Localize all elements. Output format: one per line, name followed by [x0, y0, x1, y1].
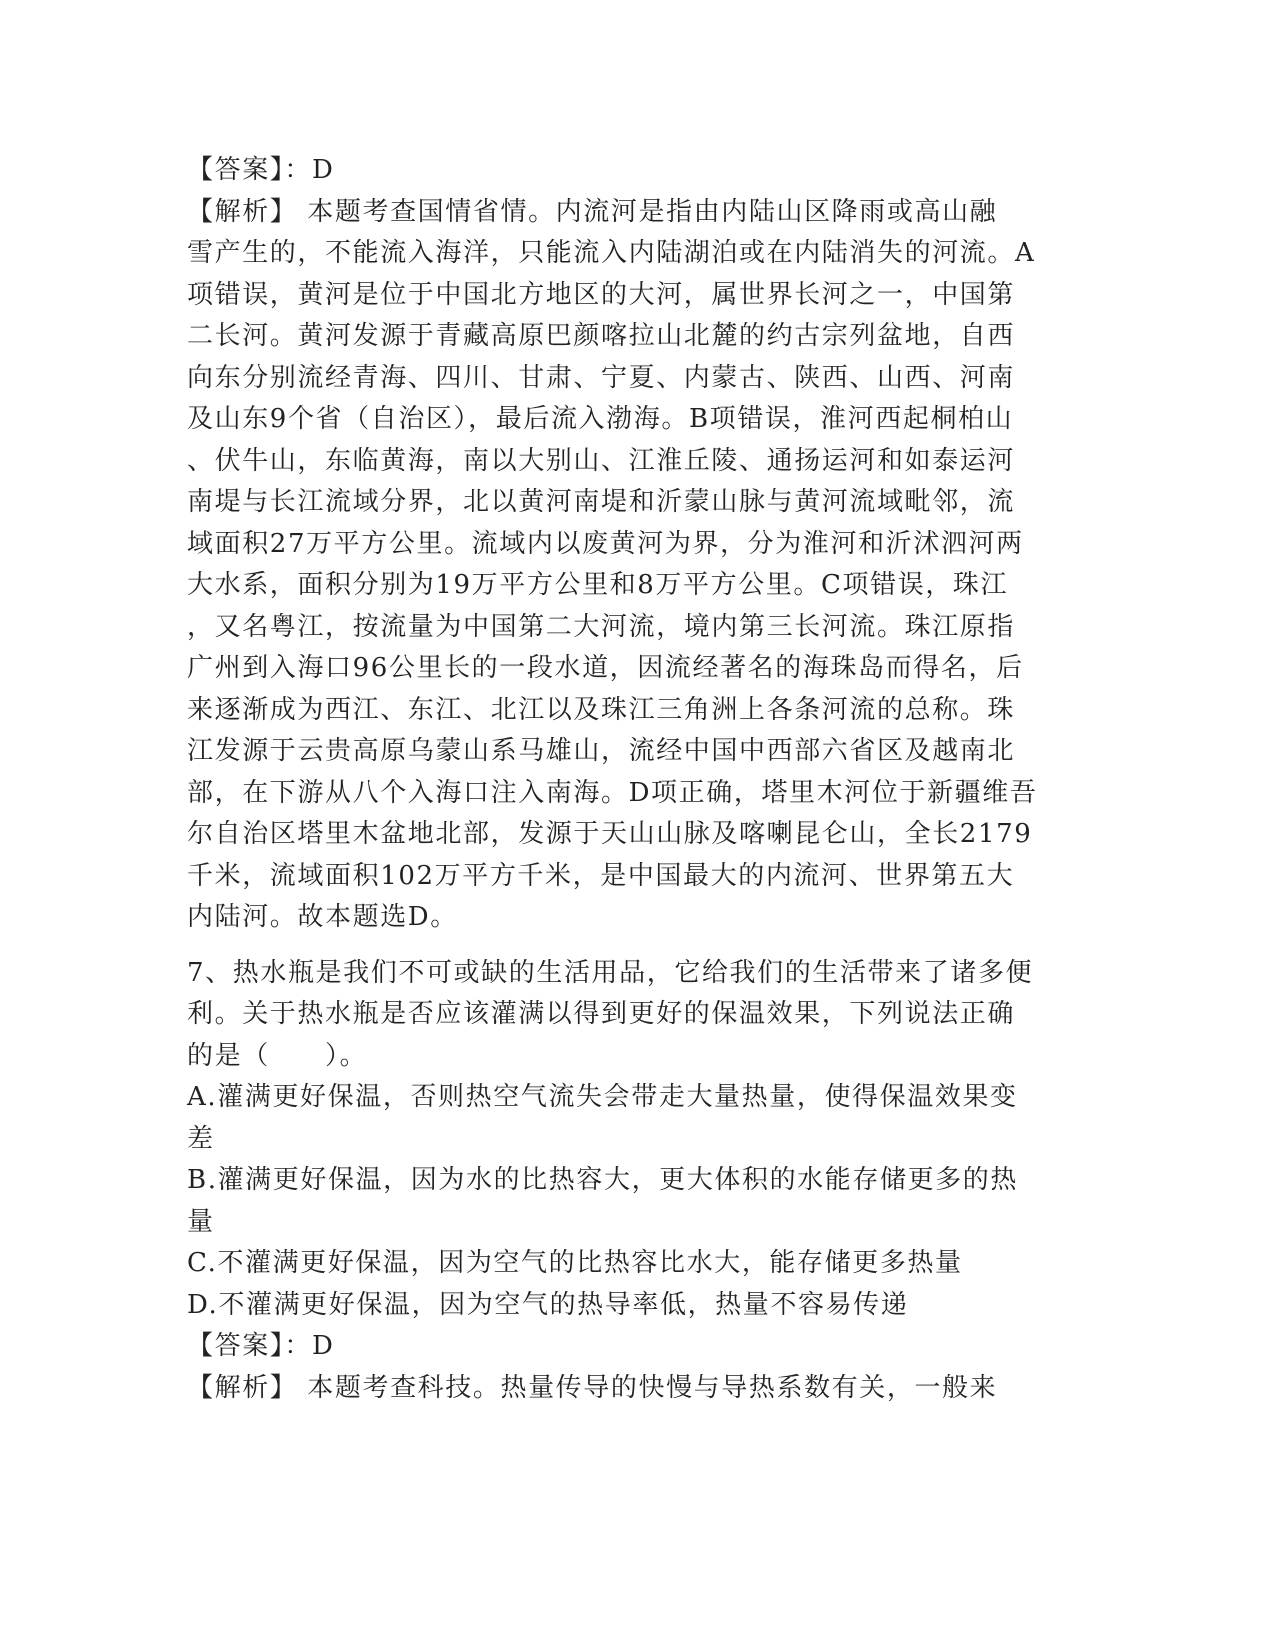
analysis-line: 、伏牛山，东临黄海，南以大别山、江淮丘陵、通扬运河和如泰运河 — [187, 445, 1016, 476]
analysis-line: 内陆河。故本题选D。 — [187, 902, 458, 932]
analysis-line: 项错误，黄河是位于中国北方地区的大河，属世界长河之一，中国第 — [187, 279, 1016, 310]
option-b: B.灌满更好保温，因为水的比热容大，更大体积的水能存储更多的热 — [187, 1165, 1018, 1195]
option-d: D.不灌满更好保温，因为空气的热导率低，热量不容易传递 — [187, 1289, 909, 1320]
question-stem-line: 7、热水瓶是我们不可或缺的生活用品，它给我们的生活带来了诸多便 — [187, 957, 1034, 988]
analysis-line: 南堤与长江流域分界，北以黄河南堤和沂蒙山脉与黄河流域毗邻，流 — [187, 487, 1016, 517]
analysis-line: 千米，流域面积102万平方千米，是中国最大的内流河、世界第五大 — [187, 860, 1015, 891]
answer-line: 【答案】：D — [187, 1331, 335, 1361]
analysis-line: 域面积27万平方公里。流域内以废黄河为界，分为淮河和沂沭泗河两 — [187, 528, 1024, 559]
analysis-line: 部，在下游从八个入海口注入南海。D项正确，塔里木河位于新疆维吾 — [187, 777, 1038, 808]
analysis-line: 二长河。黄河发源于青藏高原巴颜喀拉山北麓的约古宗列盆地，自西 — [187, 321, 1016, 351]
analysis-line: 尔自治区塔里木盆地北部，发源于天山山脉及喀喇昆仑山，全长2179 — [187, 819, 1033, 849]
analysis-line: 向东分别流经青海、四川、甘肃、宁夏、内蒙古、陕西、山西、河南 — [187, 362, 1016, 393]
answer-line: 【答案】：D — [187, 155, 335, 185]
analysis-line: 江发源于云贵高原乌蒙山系马雄山，流经中国中西部六省区及越南北 — [187, 736, 1016, 766]
analysis-paragraph — [187, 192, 1087, 939]
option-b-continued: 量 — [187, 1206, 215, 1237]
analysis-line: 【解析】 本题考查科技。热量传导的快慢与导热系数有关，一般来 — [187, 1372, 998, 1403]
analysis-line: 大水系，面积分别为19万平方公里和8万平方公里。C项错误，珠江 — [187, 570, 1009, 600]
question-7 — [187, 953, 1087, 1410]
analysis-line: 【解析】 本题考查国情省情。内流河是指由内陆山区降雨或高山融 — [187, 196, 998, 227]
page-content — [187, 150, 1087, 1409]
question-spacer — [187, 939, 1087, 953]
analysis-line: ，又名粤江，按流量为中国第二大河流，境内第三长河流。珠江原指 — [187, 611, 1016, 642]
question-stem-line: 的是（ ）。 — [187, 1040, 368, 1071]
analysis-line: 及山东9个省（自治区），最后流入渤海。B项错误，淮河西起桐柏山 — [187, 404, 1014, 434]
analysis-line: 雪产生的，不能流入海洋，只能流入内陆湖泊或在内陆消失的河流。A — [187, 238, 1036, 268]
option-c: C.不灌满更好保温，因为空气的比热容比水大，能存储更多热量 — [187, 1248, 963, 1278]
analysis-line: 来逐渐成为西江、东江、北江以及珠江三角洲上各条河流的总称。珠 — [187, 694, 1016, 725]
option-a: A.灌满更好保温，否则热空气流失会带走大量热量，使得保温效果变 — [187, 1082, 1018, 1112]
option-a-continued: 差 — [187, 1123, 215, 1154]
question-stem-line: 利。关于热水瓶是否应该灌满以得到更好的保温效果，下列说法正确 — [187, 999, 1016, 1029]
analysis-line: 广州到入海口96公里长的一段水道，因流经著名的海珠岛而得名，后 — [187, 653, 1024, 683]
